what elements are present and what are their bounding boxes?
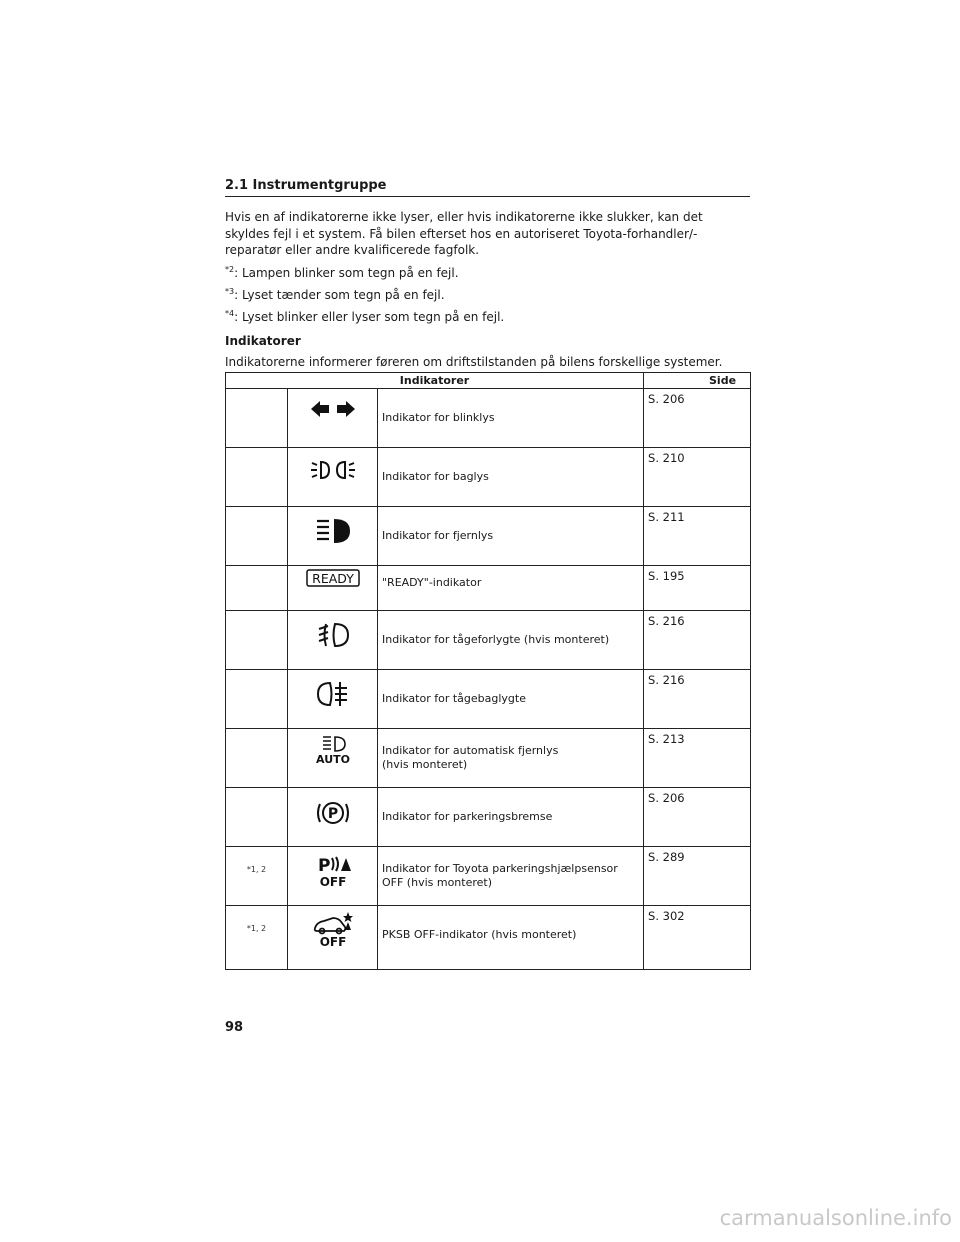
row-note [226, 669, 288, 728]
row-name [378, 728, 644, 787]
row-page: S. 210 [644, 447, 751, 506]
page-content [225, 178, 750, 970]
row-name: Indikator for tågeforlygte (hvis monteret) [378, 610, 644, 669]
sensor-icon-p: P [317, 855, 330, 876]
row-note [226, 447, 288, 506]
row-note [226, 565, 288, 610]
row-name: "READY"-indikator [378, 565, 644, 610]
table-row [226, 669, 751, 728]
footnote-mark: *2 [225, 264, 235, 274]
row-page: S. 206 [644, 388, 751, 447]
subheading: Indikatorer [225, 333, 301, 348]
table-row [226, 447, 751, 506]
row-name-line1: Indikator for automatisk fjernlys [382, 743, 559, 757]
table-row [226, 846, 751, 905]
row-name [378, 846, 644, 905]
row-note [226, 506, 288, 565]
footnote-text: : Lampen blinker som tegn på en fejl. [234, 265, 459, 280]
row-note [226, 728, 288, 787]
table-intro: Indikatorerne informerer føreren om driftstilstanden på bilens forskellige systemer. [225, 354, 723, 369]
row-name-line2: OFF (hvis monteret) [382, 875, 493, 889]
footnote-mark: *4 [225, 308, 235, 318]
row-name-line2: (hvis monteret) [382, 757, 468, 771]
table-row [226, 565, 751, 610]
row-page: S. 213 [644, 728, 751, 787]
section-title: 2.1 Instrumentgruppe [225, 178, 750, 197]
turn-signal-icon [288, 388, 378, 447]
rear-fog-light-icon [288, 669, 378, 728]
high-beam-icon [288, 506, 378, 565]
row-page: S. 302 [644, 905, 751, 969]
intro-paragraph: Hvis en af indikatorerne ikke lyser, eller hvis indikatorerne ikke slukker, kan det skyldes fejl i et system. Få bilen efterset hos en autoriseret Toyota-forhandler/-reparatør eller andre kvalificerede fagfolk. [225, 210, 703, 257]
table-row [226, 610, 751, 669]
pksb-icon-off: OFF [319, 934, 346, 948]
row-name: Indikator for blinklys [378, 388, 644, 447]
table-row [226, 388, 751, 447]
auto-high-beam-icon [288, 728, 378, 787]
row-page: S. 206 [644, 787, 751, 846]
footnote-mark: *3 [225, 286, 235, 296]
front-fog-light-icon [288, 610, 378, 669]
row-page: S. 216 [644, 610, 751, 669]
ready-icon [288, 565, 378, 610]
table-row [226, 787, 751, 846]
table-header-row [226, 372, 751, 388]
tail-light-icon [288, 447, 378, 506]
row-page: S. 216 [644, 669, 751, 728]
row-note: *1, 2 [226, 905, 288, 969]
parking-sensor-off-icon [288, 846, 378, 905]
footnote-text: : Lyset tænder som tegn på en fejl. [234, 287, 445, 302]
row-page: S. 195 [644, 565, 751, 610]
parking-brake-icon [288, 787, 378, 846]
row-name-line1: Indikator for Toyota parkeringshjælpsensor [382, 861, 618, 875]
auto-icon-text: AUTO [315, 752, 350, 765]
table-row [226, 905, 751, 969]
pksb-off-icon [288, 905, 378, 969]
footnote-4 [225, 309, 750, 325]
row-name: Indikator for tågebaglygte [378, 669, 644, 728]
table-row [226, 506, 751, 565]
row-name: PKSB OFF-indikator (hvis monteret) [378, 905, 644, 969]
table-row [226, 728, 751, 787]
row-note [226, 610, 288, 669]
ready-icon-text: READY [311, 570, 354, 586]
row-note: *1, 2 [226, 846, 288, 905]
row-page: S. 289 [644, 846, 751, 905]
row-name: Indikator for baglys [378, 447, 644, 506]
row-note [226, 787, 288, 846]
page-number: 98 [225, 1020, 244, 1035]
header-page: Side [644, 372, 751, 388]
row-name: Indikator for parkeringsbremse [378, 787, 644, 846]
sensor-icon-off: OFF [319, 874, 346, 889]
watermark: carmanualsonline.info [719, 1206, 952, 1230]
row-name: Indikator for fjernlys [378, 506, 644, 565]
footnote-text: : Lyset blinker eller lyser som tegn på en fejl. [234, 309, 505, 324]
parking-brake-icon-text: P [327, 805, 338, 822]
row-note [226, 388, 288, 447]
footnote-2 [225, 265, 750, 281]
row-page: S. 211 [644, 506, 751, 565]
header-indicators: Indikatorer [226, 372, 644, 388]
footnote-3 [225, 287, 750, 303]
indicator-table [225, 372, 751, 970]
